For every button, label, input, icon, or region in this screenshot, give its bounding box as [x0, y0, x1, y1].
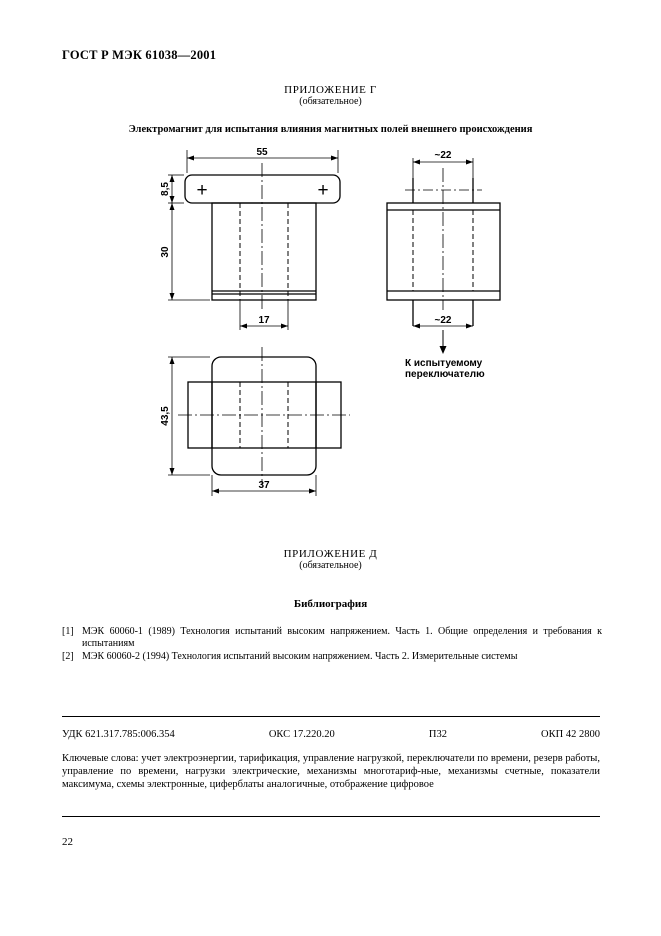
keywords: Ключевые слова: учет электроэнергии, тарификация, управление нагрузкой, переключатели по времени, резерв работы, управление по времени, нагрузки электрические, механизмы многотариф-ные, механизмы счетные, показатели максимума, схемы электронные, циферблаты аналогичные, отображение цифровое	[62, 753, 600, 790]
bibliography-item	[62, 626, 602, 650]
dim-plan-width: 37	[258, 480, 270, 491]
dim-width-top: 55	[256, 147, 268, 158]
side-body-outline	[387, 203, 500, 300]
dim-side-top: ~22	[434, 150, 452, 161]
page-number: 22	[62, 836, 73, 848]
bibliography-title: Библиография	[293, 598, 368, 610]
plus-terminal-right: +	[317, 180, 329, 201]
okp-code: ОКП 42 2800	[541, 729, 600, 740]
bibliography-item-number: [1]	[62, 626, 74, 637]
bibliography-item-text: МЭК 60060-1 (1989) Технология испытаний высоким напряжением. Часть 1. Общие определения и требования к испытаниям	[82, 626, 602, 649]
udk-code: УДК 621.317.785:006.354	[62, 729, 175, 740]
classification-row	[62, 729, 600, 740]
plan-core-outline	[212, 357, 316, 475]
arrow-label-line2: переключателю	[405, 369, 485, 380]
arrow-down-icon	[440, 346, 447, 354]
bibliography-item-text: МЭК 60060-2 (1994) Технология испытаний высоким напряжением. Часть 2. Измерительные системы	[82, 651, 518, 662]
arrow-label-line1: К испытуемому	[405, 358, 483, 369]
annex-d-title: ПРИЛОЖЕНИЕ Д	[283, 548, 378, 560]
group-code: П32	[428, 729, 447, 740]
bibliography-item	[62, 651, 602, 663]
dim-core-width: 17	[258, 315, 270, 326]
annex-g-title: ПРИЛОЖЕНИЕ Г	[284, 84, 377, 96]
divider	[62, 716, 600, 717]
dim-side-bottom: ~22	[434, 315, 452, 326]
standard-header: ГОСТ Р МЭК 61038—2001	[62, 48, 217, 62]
bibliography-item-number: [2]	[62, 651, 74, 662]
dim-body-height: 30	[160, 246, 171, 258]
dim-cap-height: 8,5	[160, 182, 171, 196]
dim-plan-height: 43,5	[160, 406, 171, 426]
annex-g-status: (обязательное)	[299, 96, 362, 107]
front-body-outline	[212, 203, 316, 300]
annex-d-status: (обязательное)	[299, 560, 362, 571]
plus-terminal-left: +	[196, 180, 208, 201]
oks-code: ОКС 17.220.20	[268, 729, 335, 740]
divider	[62, 816, 600, 817]
figure-title: Электромагнит для испытания влияния магнитных полей внешнего происхождения	[128, 124, 533, 135]
